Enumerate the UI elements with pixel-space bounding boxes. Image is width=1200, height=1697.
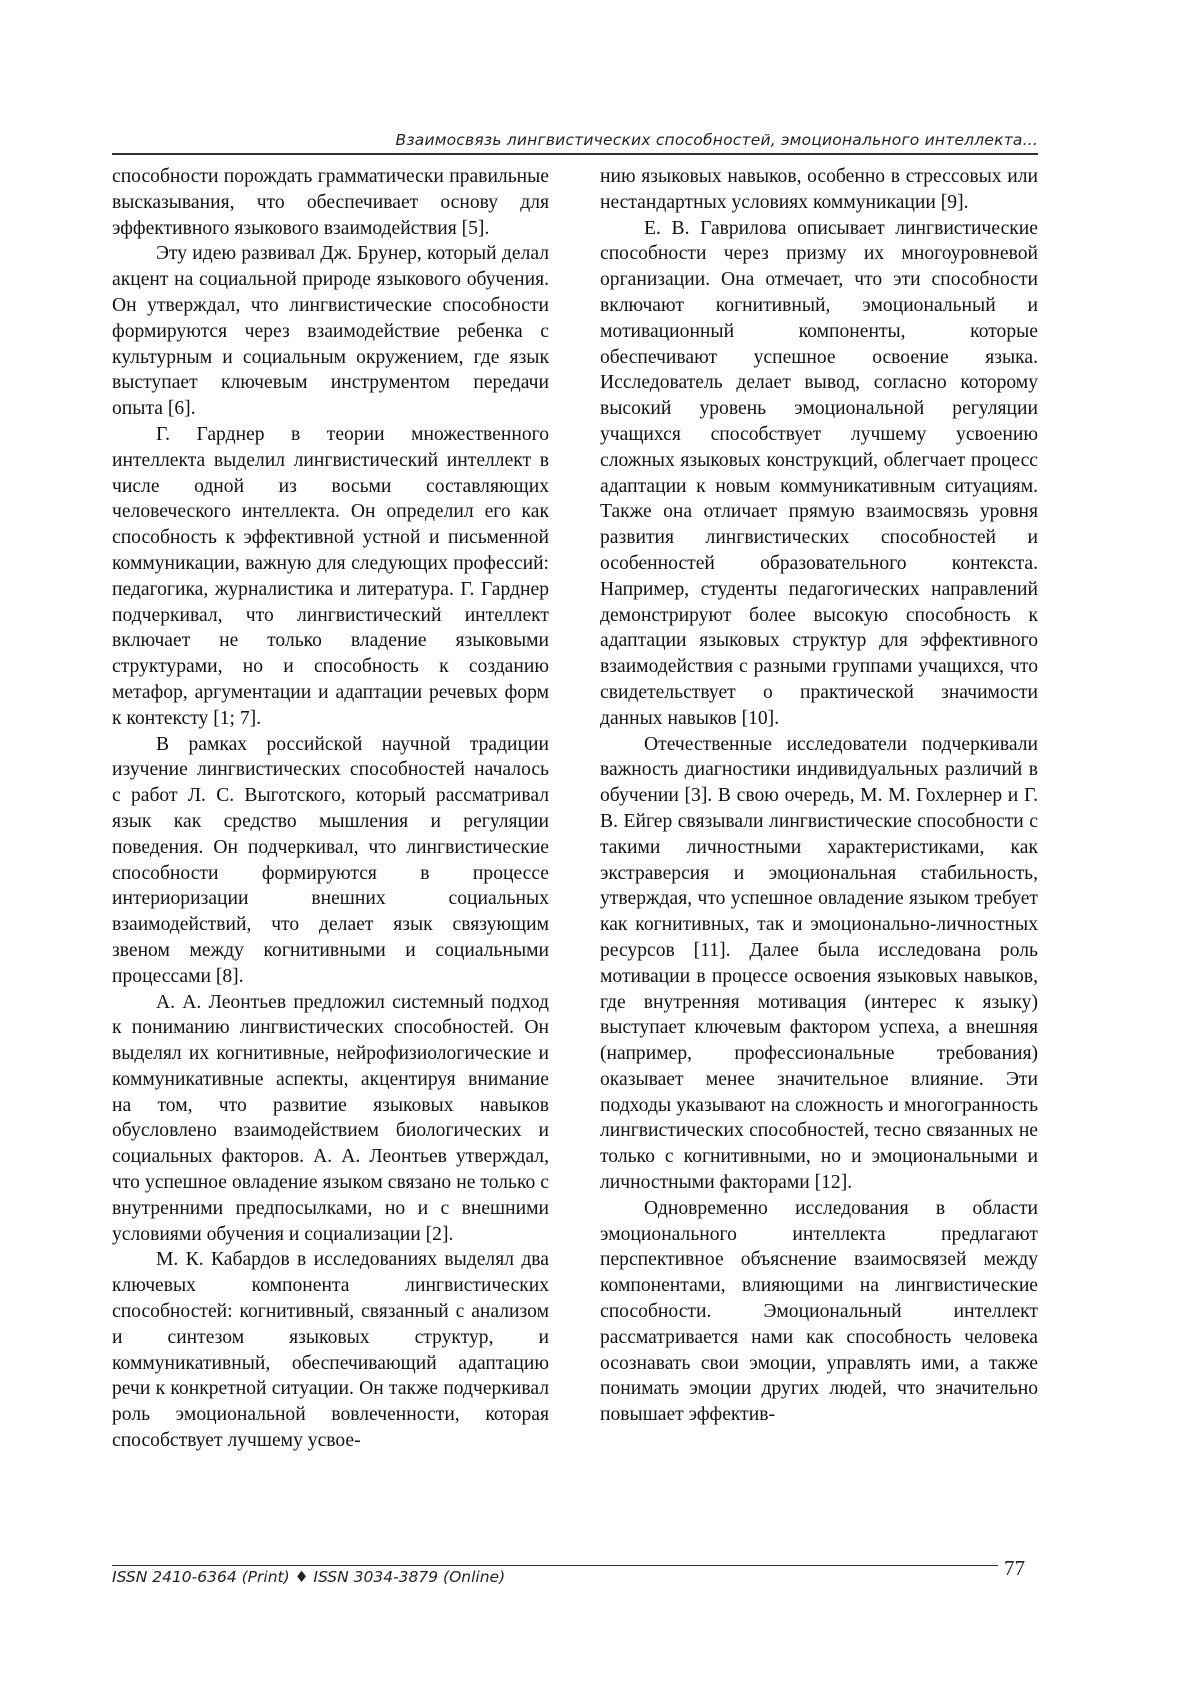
paragraph: Г. Гарднер в теории множественного интеллекта выделил лингвистический интеллект в числе одной из восьми составляющих человеческого интеллекта. Он определил его как способность к эффективной устной и письменной коммуникации, важную для следующих профессий: педагогика, журналистика и литература. Г. Гарднер подчеркивал, что лингвистический интеллект включает не только владение языковыми структурами, но и способность к созданию метафор, аргументации и адаптации речевых форм к контексту [1; 7]. [112, 423, 549, 729]
paragraph: Отечественные исследователи подчеркивали важность диагностики индивидуальных различий в обучении [3]. В свою очередь, М. М. Гохлернер и Г. В. Ейгер связывали лингвистические способности с такими личностными характеристиками, как экстраверсия и эмоциональная стабильность, утверждая, что успешное овладение языком требует как когнитивных, так и эмоционально-личностных ресурсов [11]. Далее была исследована роль мотивации в процессе освоения языковых навыков, где внутренняя мотивация (интерес к языку) выступает ключевым фактором успеха, а внешняя (например, профессиональные требования) оказывает менее значительное влияние. Эти подходы указывают на сложность и многогранность лингвистических способностей, тесно связанных не только с когнитивными, но и эмоциональными и личностными факторами [12]. [600, 733, 1038, 1194]
paragraph: А. А. Леонтьев предложил системный подход к пониманию лингвистических способностей. Он выделял их когнитивные, нейрофизиологические и коммуникативные аспекты, акцентируя внимание на том, что развитие языковых навыков обусловлено взаимодействием биологических и социальных факторов. А. А. Леонтьев утверждал, что успешное овладение языком связано не только с внутренними предпосылками, но и с внешними условиями обучения и социализации [2]. [112, 991, 549, 1245]
paragraph: Е. В. Гаврилова описывает лингвистические способности через призму их многоуровневой организации. Она отмечает, что эти способности включают когнитивный, эмоциональный и мотивационный компоненты, которые обеспечивают успешное освоение языка. Исследователь делает вывод, согласно которому высокий уровень эмоциональной регуляции учащихся способствует лучшему усвоению сложных языковых конструкций, облегчает процесс адаптации к новым коммуникативным ситуациям. Также она отличает прямую взаимосвязь уровня развития лингвистических способностей и особенностей образовательного контекста. Например, студенты педагогических направлений демонстрируют более высокую способность к адаптации языковых структур для эффективного взаимодействия с разными группами учащихся, что свидетельствует о практической значимости данных навыков [10]. [600, 217, 1038, 729]
paragraph: нию языковых навыков, особенно в стрессовых или нестандартных условиях коммуникации [9]. [600, 166, 1038, 213]
issn-footer: ISSN 2410-6364 (Print) ♦ ISSN 3034-3879 (Online) [112, 1568, 506, 1586]
paragraph: М. К. Кабардов в исследованиях выделял два ключевых компонента лингвистических способностей: когнитивный, связанный с анализом и синтезом языковых структур, и коммуникативный, обеспечивающий адаптацию речи к конкретной ситуации. Он также подчеркивал роль эмоциональной вовлеченности, которая способствует лучшему усвое- [112, 1249, 549, 1452]
paragraph: В рамках российской научной традиции изучение лингвистических способностей началось с работ Л. С. Выготского, который рассматривал язык как средство мышления и регуляции поведения. Он подчеркивал, что лингвистические способности формируются в процессе интериоризации внешних социальных взаимодействий, что делает язык связующим звеном между когнитивными и социальными процессами [8]. [112, 733, 549, 987]
paragraph: способности порождать грамматически правильные высказывания, что обеспечивает основу для эффективного языкового взаимодействия [5]. [112, 166, 549, 239]
left-column [112, 164, 549, 1454]
footer-rule [112, 1565, 998, 1566]
right-column [600, 164, 1038, 1428]
paragraph: Эту идею развивал Дж. Брунер, который делал акцент на социальной природе языкового обучения. Он утверждал, что лингвистические способности формируются через взаимодействие ребенка с культурным и социальным окружением, где язык выступает ключевым инструментом передачи опыта [6]. [112, 243, 549, 420]
paragraph: Одновременно исследования в области эмоционального интеллекта предлагают перспективное объяснение взаимосвязей между компонентами, влияющими на лингвистические способности. Эмоциональный интеллект рассматривается нами как способность человека осознавать свои эмоции, управлять ими, а также понимать эмоции других людей, что значительно повышает эффектив- [600, 1197, 1038, 1426]
running-title: Взаимосвязь лингвистических способностей, эмоционального интеллекта... [395, 131, 1038, 149]
header-rule [112, 153, 1038, 155]
page-number: 77 [1004, 1556, 1025, 1580]
